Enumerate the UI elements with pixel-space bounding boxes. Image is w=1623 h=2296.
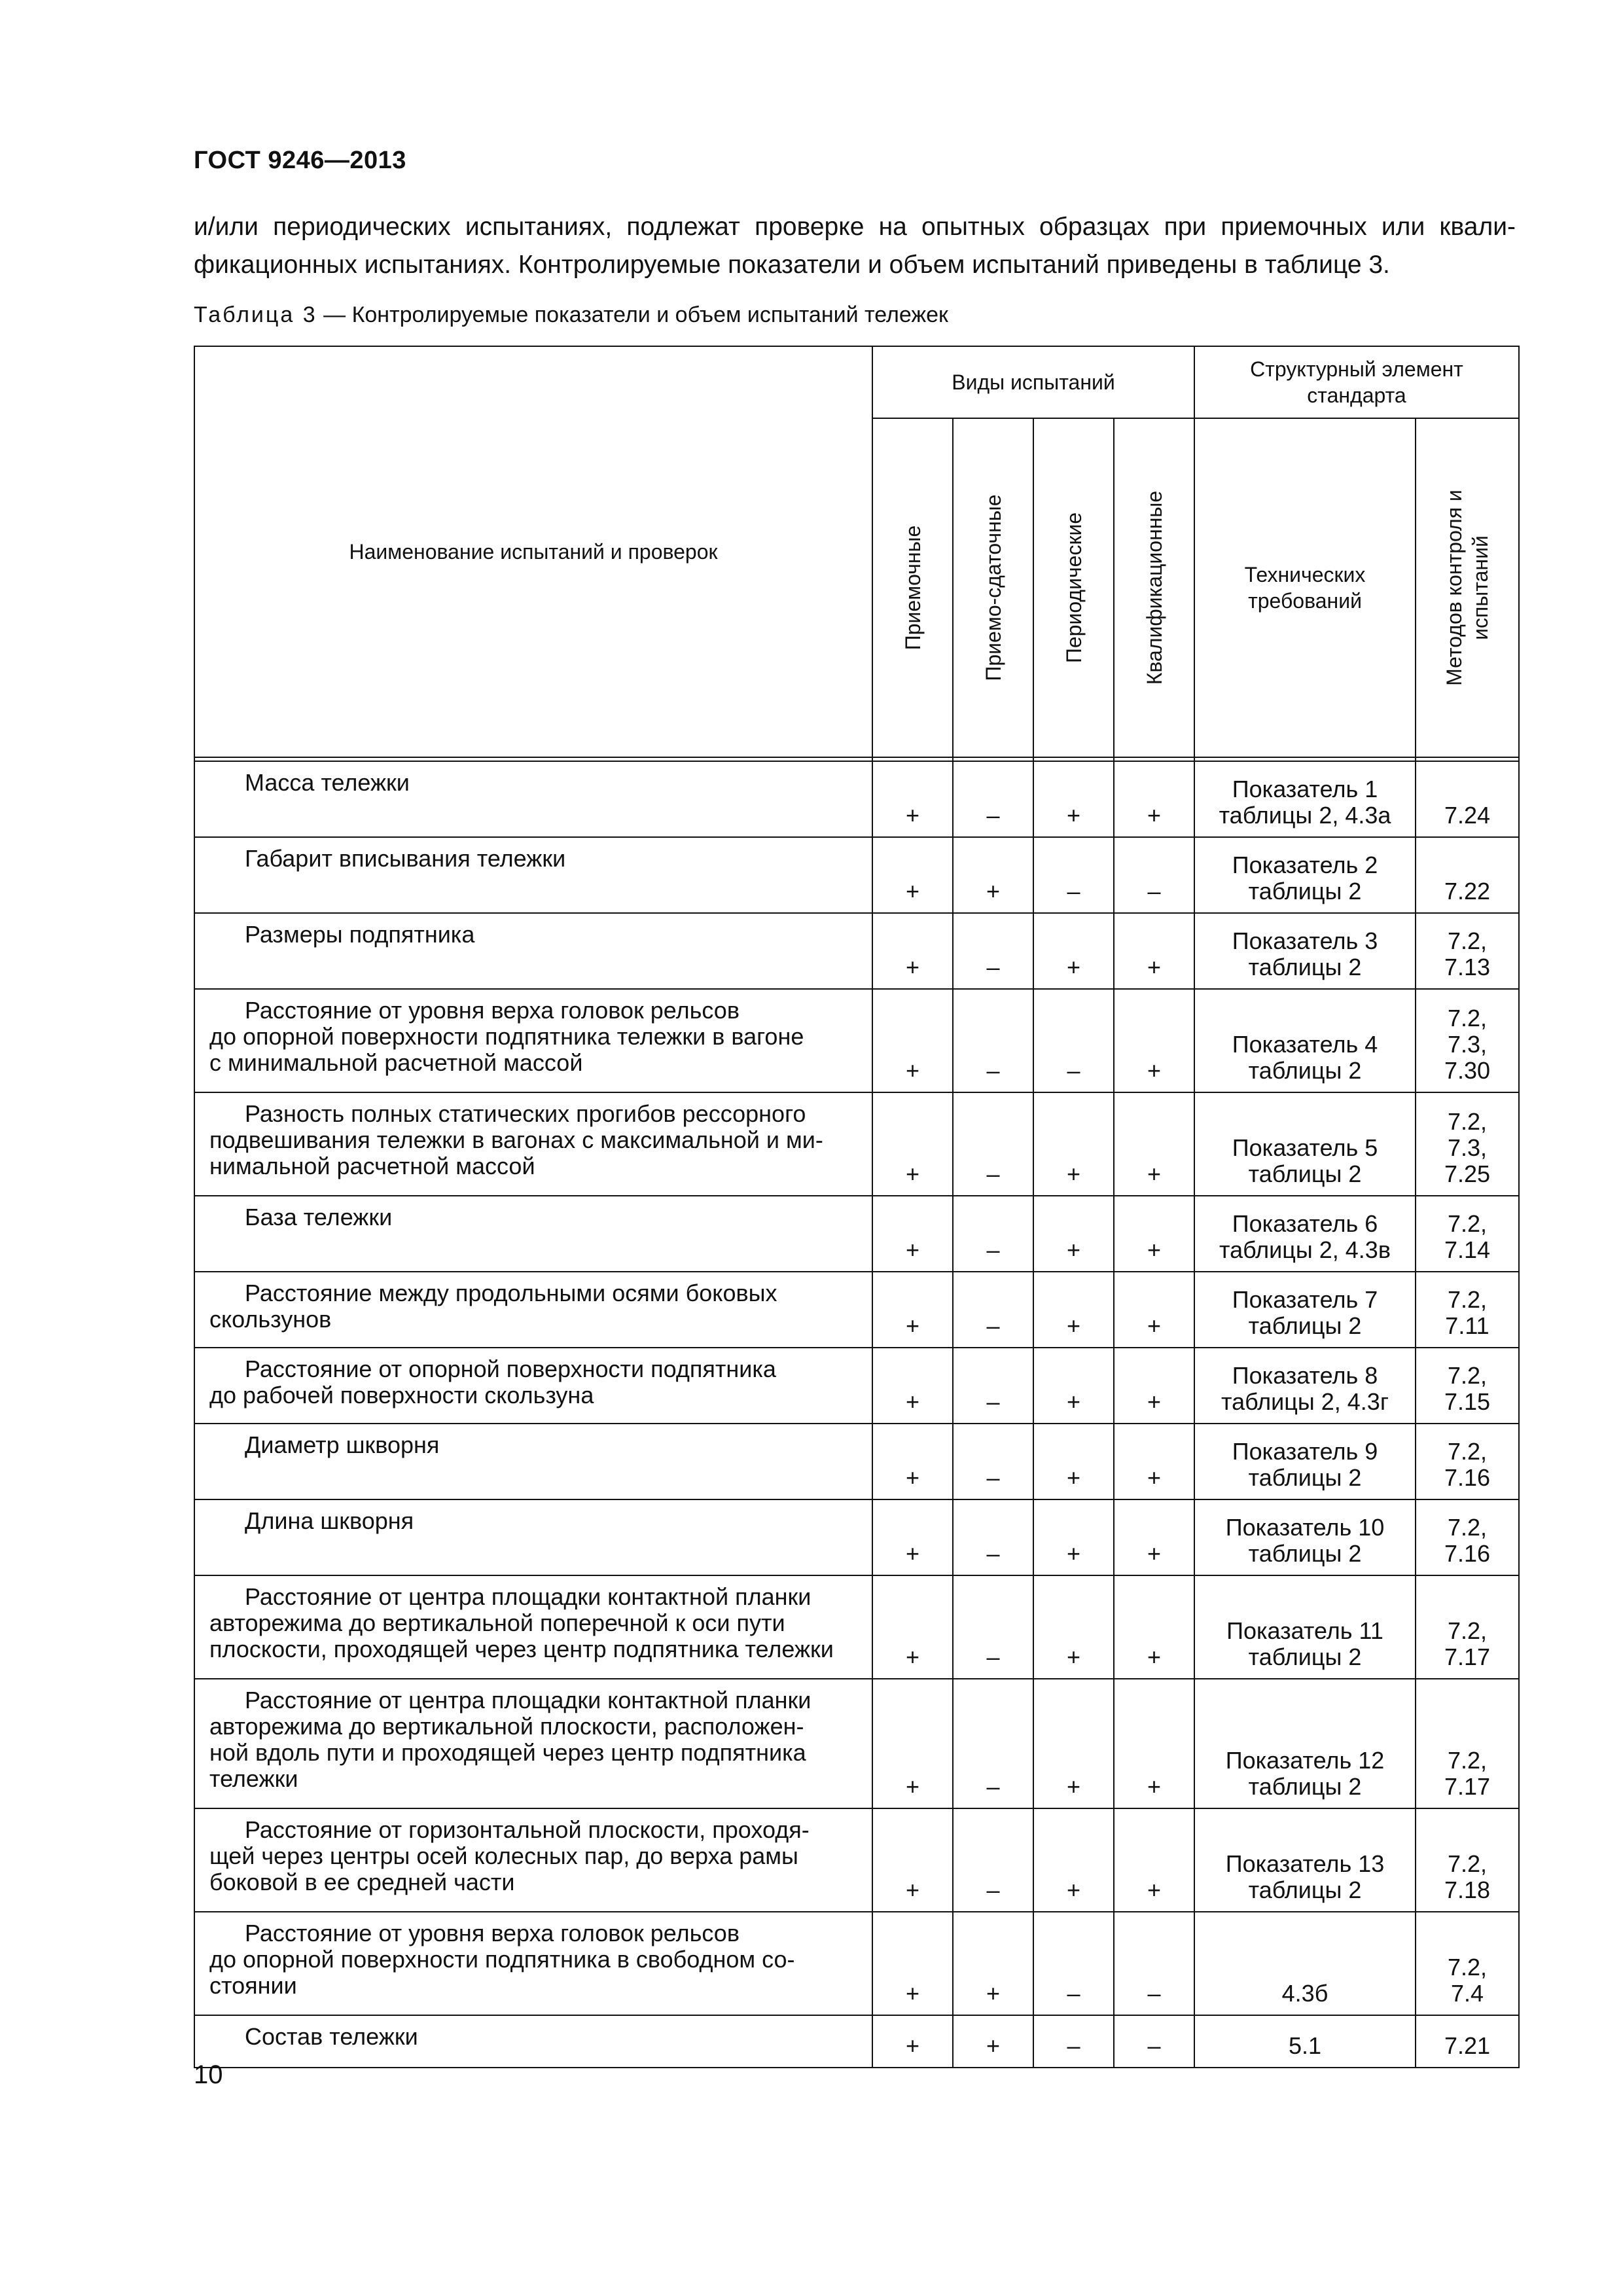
row-test-name-line: щей через центры осей колесных пар, до верха рамы (209, 1842, 798, 1869)
row-tech-requirement-line: Показатель 3 (1232, 927, 1378, 954)
row-test-method-line: 7.11 (1445, 1312, 1489, 1339)
tests-table (194, 346, 1520, 2068)
table-row (194, 1424, 1519, 1499)
row-mark-acceptance: + (872, 1808, 953, 1912)
row-test-method-line: 7.4 (1450, 1980, 1484, 2007)
row-mark-qualification: + (1114, 913, 1194, 989)
row-mark-periodic: + (1033, 1348, 1114, 1424)
row-test-method-line: 7.3, (1447, 1031, 1488, 1058)
row-test-method (1416, 2015, 1519, 2068)
row-mark-acceptance: + (872, 913, 953, 989)
row-tech-requirement (1194, 989, 1416, 1092)
row-tech-requirement (1194, 1912, 1416, 2015)
row-test-name-line: стоянии (209, 1972, 297, 1999)
row-tech-requirement-line: Показатель 7 (1232, 1286, 1378, 1313)
row-tech-requirement (1194, 1575, 1416, 1679)
header-periodic-label: Периодические (1061, 512, 1086, 664)
table-row (194, 1808, 1519, 1912)
row-test-name (194, 913, 872, 989)
row-test-method-line: 7.15 (1444, 1388, 1491, 1415)
row-test-name-line: Габарит вписывания тележки (245, 845, 566, 872)
row-test-method-line: 7.2, (1447, 1362, 1488, 1389)
header-methods-label: Методов контроля и испытаний (1442, 490, 1492, 686)
table-row (194, 761, 1519, 837)
row-test-name-line: Состав тележки (245, 2023, 418, 2050)
row-test-method (1416, 1424, 1519, 1499)
row-test-name (194, 1348, 872, 1424)
row-tech-requirement-line: Показатель 13 (1225, 1850, 1385, 1877)
row-test-method (1416, 1679, 1519, 1808)
header-tech-requirements (1194, 418, 1416, 757)
row-tech-requirement-line: таблицы 2 (1248, 1540, 1362, 1567)
row-mark-periodic: + (1033, 1575, 1114, 1679)
row-test-name (194, 1272, 872, 1348)
row-test-method (1416, 1092, 1519, 1196)
row-tech-requirement-line: таблицы 2 (1248, 1312, 1362, 1339)
row-test-name-line: до опорной поверхности подпятника в свободном со- (209, 1946, 795, 1973)
header-qualification (1114, 418, 1194, 757)
row-test-name-line: до опорной поверхности подпятника тележки в вагоне (209, 1023, 804, 1050)
row-tech-requirement (1194, 761, 1416, 837)
row-test-name-line: авторежима до вертикальной плоскости, расположен- (209, 1713, 804, 1740)
row-tech-requirement-line: Показатель 11 (1226, 1617, 1383, 1644)
row-test-method (1416, 1348, 1519, 1424)
table-row (194, 913, 1519, 989)
row-test-method (1416, 913, 1519, 989)
header-structural-element (1194, 346, 1519, 418)
row-tech-requirement-line: Показатель 1 (1232, 776, 1378, 802)
row-tech-requirement (1194, 1196, 1416, 1272)
row-test-name-line: нимальной расчетной массой (209, 1153, 535, 1179)
row-test-method-line: 7.18 (1444, 1876, 1491, 1903)
row-mark-qualification: + (1114, 989, 1194, 1092)
row-tech-requirement-line: таблицы 2 (1248, 1876, 1362, 1903)
row-test-method-line: 7.2, (1447, 1108, 1488, 1135)
row-mark-acceptance: + (872, 1092, 953, 1196)
table-row (194, 1272, 1519, 1348)
row-tech-requirement-line: Показатель 12 (1225, 1747, 1385, 1774)
row-mark-acceptance: + (872, 1272, 953, 1348)
table-caption (194, 302, 948, 328)
row-test-method-line: 7.14 (1444, 1236, 1491, 1263)
row-test-method-line: 7.16 (1444, 1464, 1491, 1491)
row-mark-handover: – (953, 1679, 1033, 1808)
row-mark-qualification: + (1114, 1348, 1194, 1424)
row-mark-periodic: – (1033, 2015, 1114, 2068)
row-test-name-line: Расстояние от центра площадки контактной планки (245, 1687, 812, 1713)
intro-line-1: и/или периодических испытаниях, подлежат проверке на опытных образцах при приемочных или квали- (194, 213, 1516, 241)
row-mark-periodic: + (1033, 1092, 1114, 1196)
row-tech-requirement-line: Показатель 8 (1232, 1362, 1378, 1389)
row-test-method-line: 7.2, (1447, 1438, 1488, 1465)
row-mark-qualification: – (1114, 2015, 1194, 2068)
row-mark-handover: – (953, 1272, 1033, 1348)
row-test-name-line: Разность полных статических прогибов рессорного (245, 1100, 806, 1127)
row-test-method-line: 7.24 (1444, 802, 1491, 829)
row-tech-requirement (1194, 2015, 1416, 2068)
row-mark-periodic: + (1033, 1272, 1114, 1348)
table-row (194, 989, 1519, 1092)
header-tech-requirements-text: Технических требований (1244, 563, 1366, 613)
row-tech-requirement-line: таблицы 2 (1248, 1057, 1362, 1084)
document-code: ГОСТ 9246—2013 (194, 147, 406, 174)
header-test-types: Виды испытаний (872, 346, 1194, 418)
row-test-name-line: плоскости, проходящей через центр подпятника тележки (209, 1636, 834, 1662)
row-mark-acceptance: + (872, 761, 953, 837)
row-tech-requirement-line: Показатель 10 (1225, 1514, 1385, 1541)
row-test-name-line: Расстояние от уровня верха головок рельсов (245, 997, 740, 1024)
row-mark-qualification: + (1114, 1196, 1194, 1272)
table-row (194, 837, 1519, 913)
row-mark-handover: – (953, 1575, 1033, 1679)
row-mark-qualification: + (1114, 1092, 1194, 1196)
row-mark-qualification: + (1114, 1808, 1194, 1912)
table-caption-label: Таблица 3 (194, 302, 317, 327)
row-test-method (1416, 1499, 1519, 1575)
row-test-name-line: боковой в ее средней части (209, 1869, 515, 1895)
row-test-name (194, 837, 872, 913)
row-test-method (1416, 1808, 1519, 1912)
table-row (194, 1092, 1519, 1196)
row-mark-acceptance: + (872, 1424, 953, 1499)
row-test-name-line: Расстояние между продольными осями боковых (245, 1280, 777, 1306)
row-tech-requirement-line: таблицы 2 (1248, 954, 1362, 980)
row-tech-requirement-line: 5.1 (1288, 2032, 1322, 2059)
row-mark-acceptance: + (872, 2015, 953, 2068)
table-row (194, 1679, 1519, 1808)
row-mark-handover: – (953, 1092, 1033, 1196)
row-mark-handover: – (953, 761, 1033, 837)
row-tech-requirement (1194, 1272, 1416, 1348)
row-tech-requirement-line: таблицы 2, 4.3г (1221, 1388, 1389, 1415)
row-test-name (194, 1424, 872, 1499)
row-test-method-line: 7.13 (1444, 954, 1491, 980)
table-row (194, 2015, 1519, 2068)
row-mark-periodic: – (1033, 837, 1114, 913)
table-row (194, 1575, 1519, 1679)
row-test-method-line: 7.2, (1447, 1617, 1488, 1644)
row-test-name (194, 1912, 872, 2015)
row-test-method-line: 7.30 (1444, 1057, 1491, 1084)
row-mark-periodic: – (1033, 989, 1114, 1092)
row-mark-handover: – (953, 1808, 1033, 1912)
row-test-method-line: 7.22 (1444, 878, 1491, 905)
row-test-method-line: 7.2, (1447, 1850, 1488, 1877)
row-mark-acceptance: + (872, 989, 953, 1092)
header-handover-label: Приемо-сдаточные (981, 494, 1005, 681)
row-mark-handover: + (953, 837, 1033, 913)
header-structural-element-text: Структурный элемент стандарта (1250, 357, 1463, 407)
header-methods (1416, 418, 1519, 757)
row-test-name (194, 1808, 872, 1912)
header-qualification-label: Квалификационные (1142, 490, 1166, 685)
row-test-name (194, 1092, 872, 1196)
row-tech-requirement-line: Показатель 9 (1232, 1438, 1378, 1465)
row-test-name-line: авторежима до вертикальной поперечной к оси пути (209, 1609, 785, 1636)
row-mark-handover: – (953, 913, 1033, 989)
row-tech-requirement (1194, 1679, 1416, 1808)
row-test-name (194, 2015, 872, 2068)
table-row (194, 1348, 1519, 1424)
row-test-method (1416, 1196, 1519, 1272)
row-mark-periodic: + (1033, 1679, 1114, 1808)
row-mark-acceptance: + (872, 837, 953, 913)
row-tech-requirement-line: Показатель 4 (1232, 1031, 1378, 1058)
row-test-name-line: с минимальной расчетной массой (209, 1049, 583, 1076)
row-tech-requirement-line: Показатель 6 (1232, 1210, 1378, 1237)
row-tech-requirement-line: таблицы 2 (1248, 1643, 1362, 1670)
row-test-name-line: Расстояние от центра площадки контактной планки (245, 1583, 812, 1610)
row-test-method-line: 7.2, (1447, 1286, 1488, 1313)
row-test-name-line: Расстояние от горизонтальной плоскости, проходя- (245, 1816, 810, 1843)
row-tech-requirement (1194, 837, 1416, 913)
row-test-method (1416, 1272, 1519, 1348)
header-handover (953, 418, 1033, 757)
row-mark-qualification: + (1114, 1424, 1194, 1499)
row-mark-acceptance: + (872, 1499, 953, 1575)
row-test-method-line: 7.2, (1447, 1005, 1488, 1031)
table-row (194, 1196, 1519, 1272)
row-test-method (1416, 837, 1519, 913)
row-test-method-line: 7.16 (1444, 1540, 1491, 1567)
row-mark-qualification: + (1114, 1679, 1194, 1808)
row-mark-periodic: + (1033, 1424, 1114, 1499)
header-periodic (1033, 418, 1114, 757)
row-mark-handover: + (953, 1912, 1033, 2015)
row-tech-requirement-line: таблицы 2 (1248, 1773, 1362, 1800)
row-tech-requirement-line: Показатель 2 (1232, 852, 1378, 878)
row-test-method-line: 7.2, (1447, 1747, 1488, 1774)
row-mark-qualification: + (1114, 1499, 1194, 1575)
row-tech-requirement (1194, 1808, 1416, 1912)
row-test-method-line: 7.2, (1447, 1514, 1488, 1541)
row-test-method-line: 7.17 (1444, 1773, 1491, 1800)
row-mark-periodic: + (1033, 1196, 1114, 1272)
row-test-name-line: Диаметр шкворня (245, 1431, 440, 1458)
row-tech-requirement-line: таблицы 2 (1248, 878, 1362, 905)
row-test-method-line: 7.2, (1447, 1954, 1488, 1981)
row-tech-requirement-line: таблицы 2, 4.3а (1219, 802, 1391, 829)
row-test-method-line: 7.25 (1444, 1160, 1491, 1187)
row-mark-acceptance: + (872, 1196, 953, 1272)
row-test-name-line: Расстояние от опорной поверхности подпятника (245, 1355, 776, 1382)
row-tech-requirement (1194, 1499, 1416, 1575)
row-tech-requirement-line: таблицы 2, 4.3в (1219, 1236, 1391, 1263)
header-test-name: Наименование испытаний и проверок (194, 346, 872, 757)
page-number: 10 (194, 2060, 223, 2089)
row-mark-qualification: – (1114, 837, 1194, 913)
row-test-name (194, 1196, 872, 1272)
row-mark-handover: – (953, 1348, 1033, 1424)
row-mark-periodic: + (1033, 761, 1114, 837)
table-row (194, 1912, 1519, 2015)
row-test-name-line: Длина шкворня (245, 1507, 414, 1534)
row-test-name-line: подвешивания тележки в вагонах с максимальной и ми- (209, 1126, 823, 1153)
row-tech-requirement-line: Показатель 5 (1232, 1134, 1378, 1161)
row-tech-requirement (1194, 913, 1416, 989)
header-acceptance (872, 418, 953, 757)
row-mark-periodic: + (1033, 1499, 1114, 1575)
row-mark-handover: – (953, 1424, 1033, 1499)
row-mark-periodic: + (1033, 913, 1114, 989)
row-mark-qualification: + (1114, 1272, 1194, 1348)
row-test-method (1416, 1575, 1519, 1679)
row-mark-handover: – (953, 1499, 1033, 1575)
row-tech-requirement-line: таблицы 2 (1248, 1464, 1362, 1491)
row-test-name (194, 1679, 872, 1808)
row-mark-acceptance: + (872, 1912, 953, 2015)
row-test-name (194, 1575, 872, 1679)
row-test-name (194, 989, 872, 1092)
row-mark-qualification: + (1114, 1575, 1194, 1679)
row-test-name-line: Масса тележки (245, 769, 410, 796)
row-mark-qualification: – (1114, 1912, 1194, 2015)
row-mark-periodic: + (1033, 1808, 1114, 1912)
row-test-name-line: до рабочей поверхности скользуна (209, 1382, 594, 1408)
row-mark-handover: – (953, 1196, 1033, 1272)
row-test-method-line: 7.3, (1447, 1134, 1488, 1161)
row-test-name-line: Размеры подпятника (245, 921, 475, 948)
row-mark-acceptance: + (872, 1679, 953, 1808)
intro-line-2: фикационных испытаниях. Контролируемые показатели и объем испытаний приведены в таблице 3. (194, 251, 1390, 279)
row-mark-qualification: + (1114, 761, 1194, 837)
row-test-name-line: скользунов (209, 1306, 332, 1333)
row-mark-acceptance: + (872, 1575, 953, 1679)
row-test-method-line: 7.2, (1447, 927, 1488, 954)
row-tech-requirement-line: 4.3б (1281, 1980, 1329, 2007)
row-test-name-line: ной вдоль пути и проходящей через центр подпятника (209, 1739, 806, 1766)
table-caption-text: — Контролируемые показатели и объем испытаний тележек (317, 302, 948, 327)
intro-paragraph (194, 208, 1516, 284)
header-acceptance-label: Приемочные (901, 525, 925, 651)
row-mark-handover: + (953, 2015, 1033, 2068)
row-tech-requirement (1194, 1348, 1416, 1424)
row-tech-requirement-line: таблицы 2 (1248, 1160, 1362, 1187)
row-mark-periodic: – (1033, 1912, 1114, 2015)
row-test-method-line: 7.21 (1444, 2032, 1491, 2059)
row-test-name-line: тележки (209, 1765, 298, 1792)
row-tech-requirement (1194, 1092, 1416, 1196)
row-tech-requirement (1194, 1424, 1416, 1499)
row-test-method (1416, 1912, 1519, 2015)
row-test-name-line: База тележки (245, 1204, 393, 1230)
row-test-method-line: 7.2, (1447, 1210, 1488, 1237)
row-test-method-line: 7.17 (1444, 1643, 1491, 1670)
row-test-name (194, 1499, 872, 1575)
row-mark-handover: – (953, 989, 1033, 1092)
row-test-method (1416, 761, 1519, 837)
row-test-name (194, 761, 872, 837)
row-test-name-line: Расстояние от уровня верха головок рельсов (245, 1920, 740, 1946)
table-row (194, 1499, 1519, 1575)
row-test-method (1416, 989, 1519, 1092)
row-mark-acceptance: + (872, 1348, 953, 1424)
